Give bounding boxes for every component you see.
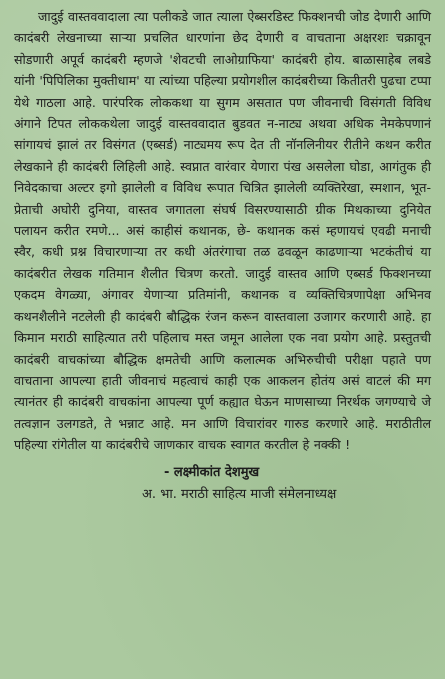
- signature-role: अ. भा. मराठी साहित्य माजी संमेलनाध्यक्ष: [142, 486, 337, 502]
- blurb-paragraph: जादुई वास्तववादाला त्या पलीकडे जात त्याला ऐब्सरडिस्ट फिक्शनची जोड देणारी आणि कादंबरी लेखनाच्या साऱ्या प्रचलित धारणांना छेद देणारी व वाचताना अक्षरशः चक्रावून सोडणारी अपूर्व कादंबरी म्हणजे 'शेवटची लाओग्राफिया' कादंबरी होय. बाळासाहेब लबडे यांनी 'पिपिलिका मुक्तीधाम' या त्यांच्या पहिल्या प्रयोगशील कादंबरीच्या कितीतरी पुढचा टप्पा येथे गाठला आहे. पारंपरिक लोककथा या सुगम असतात पण जीवनाची विसंगती विविध अंगाने टिपत लोककथेला जादुई वास्तववादात बुडवत न-नाट्य अथवा अधिक नेमकेपणानं सांगायचं झालं तर विसंगत (एब्सर्ड) नाट्यमय रूप देत ती नॉनलिनीयर रीतीने कथन करीत लेखकाने ही कादंबरी लिहिली आहे. स्वप्नात वारंवार येणारा पंख असलेला घोडा, आगंतुक ही निवेदकाचा अल्टर इगो झालेली व विविध रूपात चित्रित झालेली व्यक्तिरेखा, स्मशान, भूत-प्रेताची अघोरी दुनिया, वास्तव जगातला संघर्ष विसरण्यासाठी ग्रीक मिथकाच्या दुनियेत पलायन करीत रमणे... असं काहीसं कथानक, छे- कथानक कसं म्हणायचं एवढी मनाची स्वैर, कधी प्रश्न विचारणाऱ्या तर कधी अंतरंगाचा तळ ढवळून काढणाऱ्या भटकंतीचं या कादंबरीत लेखक गतिमान शैलीत चित्रण करतो. जादुई वास्तव आणि एब्सर्ड फिक्शनच्या एकदम वेगळ्या, अंगावर येणाऱ्या प्रतिमांनी, कथानक व व्यक्तिचित्रणापेक्षा अभिनव कथनशैलीने नटलेली ही कादंबरी बौद्धिक रंजन करून वास्तवाला उजागर करणारी आहे. हा किमान मराठी साहित्यात तरी पहिलाच मस्त जमून आलेला एक नवा प्रयोग आहे. प्रस्तुतची कादंबरी वाचकांच्या बौद्धिक क्षमतेची आणि कलात्मक अभिरुचीची परीक्षा पहाते पण वाचताना आपल्या हाती जीवनाचं महत्वाचं काही एक आकलन होतंय असं वाटलं की मग त्यानंतर ही कादंबरी वाचकांना आपल्या पूर्ण कह्यात घेऊन माणसाच्या निरर्थक जगण्याचे जे तत्वज्ञान उलगडते, ते भन्नाट आहे. मन आणि विचारांवर गारुड करणारे आहे. मराठीतील पहिल्या रांगेतील या कादंबरीचे जाणकार वाचक स्वागत करतील हे नक्की !: [14, 9, 431, 453]
- signature-block: [14, 462, 431, 506]
- signature-name: - लक्ष्मीकांत देशमुख: [164, 464, 260, 480]
